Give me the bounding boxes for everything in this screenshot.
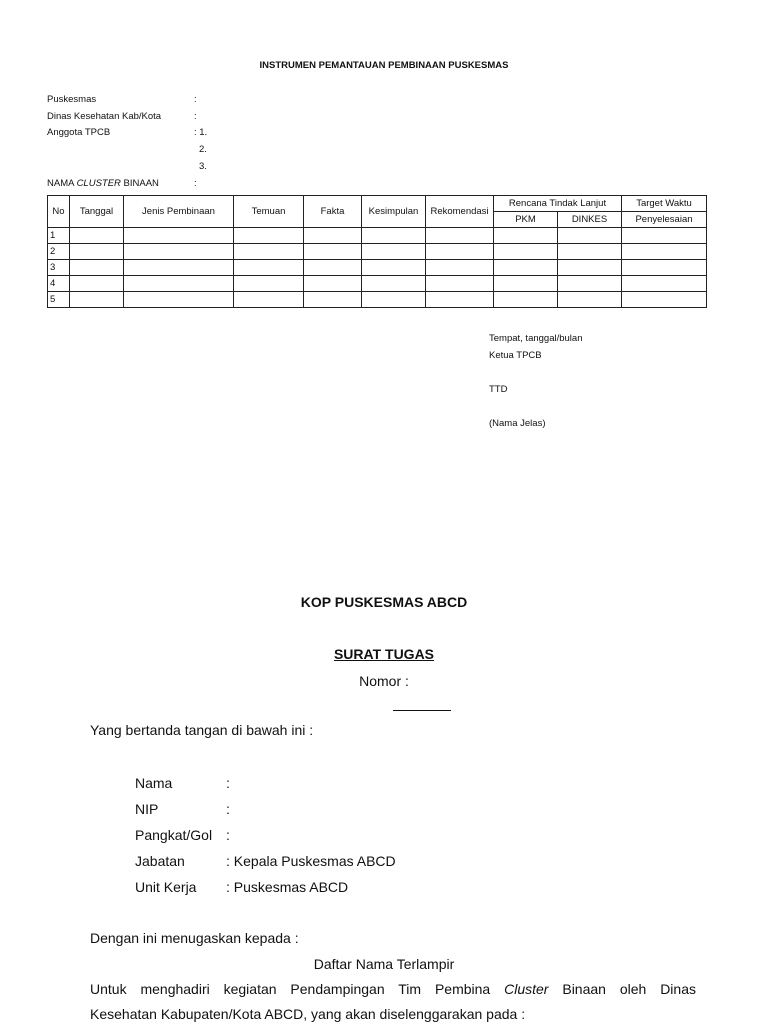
signature-role: Ketua TPCB [489,350,542,361]
field-label-nip: NIP [135,801,159,817]
table-row [48,276,707,292]
field-label-dinas: Dinas Kesehatan Kab/Kota [47,111,162,122]
daftar-text: Daftar Nama Terlampir [313,956,455,972]
th-jenis-pembinaan: Jenis Pembinaan [124,196,234,228]
th-target-waktu: Target Waktu [622,196,707,212]
field-value-nip: : [226,801,230,817]
row-number: 1 [48,228,70,244]
table-row [48,260,707,276]
row-number: 4 [48,276,70,292]
th-penyelesaian: Penyelesaian [622,212,707,228]
field-value-dinas: : [194,111,197,122]
field-value-pangkat: : [226,827,230,843]
field-value-anggota-1: : 1. [194,127,208,138]
th-rencana-tindak-lanjut: Rencana Tindak Lanjut [494,196,622,212]
th-temuan: Temuan [234,196,304,228]
letter-number-line [393,710,451,711]
letterhead: KOP PUSKESMAS ABCD [300,594,468,610]
field-label-jabatan: Jabatan [135,853,185,869]
th-rekomendasi: Rekomendasi [426,196,494,228]
field-label-unit-kerja: Unit Kerja [135,879,197,895]
row-number: 3 [48,260,70,276]
monitoring-table [47,195,707,308]
field-value-cluster: : [194,178,197,189]
signature-name: (Nama Jelas) [489,418,546,429]
row-number: 5 [48,292,70,308]
instrument-title: INSTRUMEN PEMANTAUAN PEMBINAAN PUSKESMAS [259,60,509,71]
field-value-anggota-3: 3. [199,161,207,172]
th-tanggal: Tanggal [70,196,124,228]
assign-text: Dengan ini menugaskan kepada : [90,930,299,946]
field-label-puskesmas: Puskesmas [47,94,97,105]
th-fakta: Fakta [304,196,362,228]
purpose-line-2: Kesehatan Kabupaten/Kota ABCD, yang akan diselenggarakan pada : [90,1006,526,1022]
th-pkm: PKM [494,212,558,228]
th-dinkes: DINKES [558,212,622,228]
signature-place-date: Tempat, tanggal/bulan [489,333,583,344]
letter-number: Nomor : [359,673,409,689]
purpose-paragraph [90,977,696,1027]
field-label-cluster: NAMA CLUSTER BINAAN [47,178,159,189]
field-value-unit-kerja: : Puskesmas ABCD [226,879,349,895]
table-row [48,244,707,260]
th-no: No [48,196,70,228]
field-value-puskesmas: : [194,94,197,105]
purpose-line-1: Untuk menghadiri kegiatan Pendampingan Tim Pembina Cluster Binaan oleh Dinas [90,981,696,997]
intro-text: Yang bertanda tangan di bawah ini : [90,722,314,738]
field-label-nama: Nama [135,775,173,791]
signature-ttd: TTD [489,384,508,395]
field-label-anggota: Anggota TPCB [47,127,111,138]
letter-title: SURAT TUGAS [333,646,435,662]
table-row [48,292,707,308]
field-value-nama: : [226,775,230,791]
field-value-anggota-2: 2. [199,144,207,155]
th-kesimpulan: Kesimpulan [362,196,426,228]
field-value-jabatan: : Kepala Puskesmas ABCD [226,853,396,869]
table-row [48,228,707,244]
field-label-pangkat: Pangkat/Gol [135,827,213,843]
row-number: 2 [48,244,70,260]
